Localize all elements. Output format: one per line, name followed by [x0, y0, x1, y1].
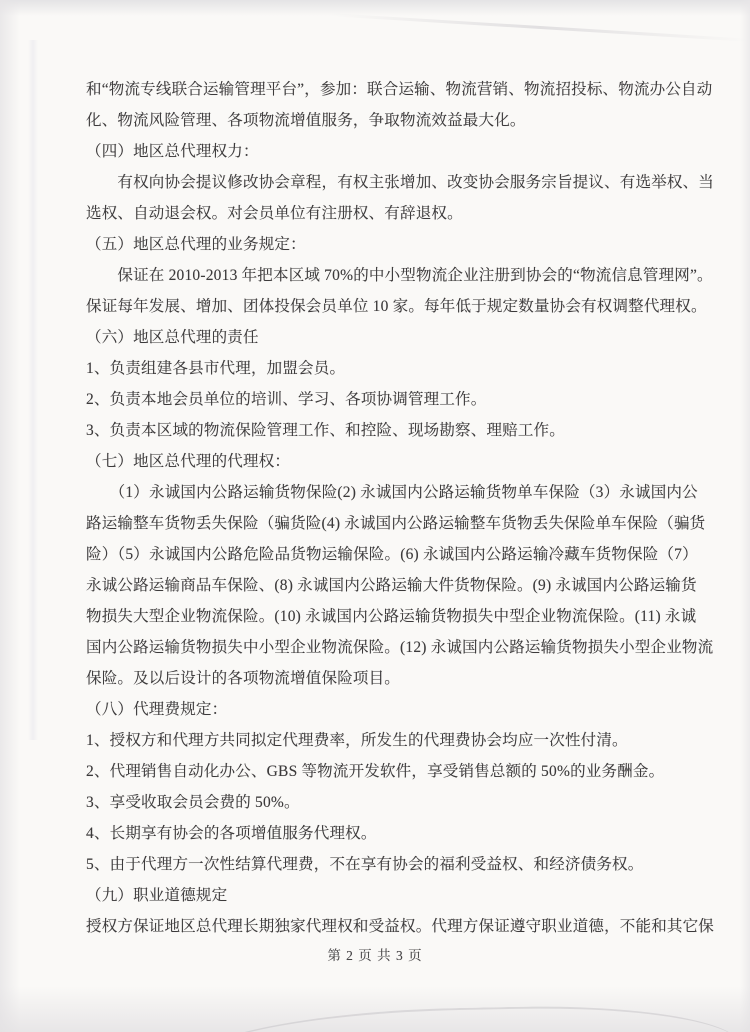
- text-line: 5、由于代理方一次性结算代理费，不在享有协会的福利受益权、和经济债务权。: [86, 856, 644, 873]
- text-line: 保险。及以后设计的各项物流增值保险项目。: [86, 670, 401, 687]
- scan-left-edge: [0, 0, 20, 1032]
- scan-right-edge: [740, 0, 750, 1032]
- text-line: 路运输整车货物丢失保险（骗货险(4) 永诚国内公路运输整车货物丢失保险单车保险（骗货: [86, 515, 706, 532]
- text-line: 2、负责本地会员单位的培训、学习、各项协调管理工作。: [86, 391, 487, 408]
- text-line: 物损失大型企业物流保险。(10) 永诚国内公路运输货物损失中型企业物流保险。(11) 永诚: [86, 608, 697, 625]
- text-line: （八）代理费规定：: [86, 701, 228, 718]
- text-line: 和“物流专线联合运输管理平台”，参加：联合运输、物流营销、物流招投标、物流办公自动: [86, 81, 713, 98]
- document-body: [86, 74, 734, 942]
- text-line: 化、物流风险管理、各项物流增值服务，争取物流效益最大化。: [86, 112, 526, 129]
- scan-paper-curl: [179, 1002, 740, 1032]
- scan-top-edge: [0, 0, 750, 16]
- text-line: （七）地区总代理的代理权：: [86, 453, 291, 470]
- text-line: 险）（5）永诚国内公路危险品货物运输保险。(6) 永诚国内公路运输冷藏车货物保险（7）: [86, 546, 698, 563]
- scan-crease: [330, 13, 749, 42]
- text-line: 1、负责组建各县市代理，加盟会员。: [86, 360, 346, 377]
- text-line: 有权向协会提议修改协会章程，有权主张增加、改变协会服务宗旨提议、有选举权、当: [86, 174, 715, 191]
- text-line: 授权方保证地区总代理长期独家代理权和受益权。代理方保证遵守职业道德，不能和其它保: [86, 918, 715, 935]
- text-line: 1、授权方和代理方共同拟定代理费率，所发生的代理费协会均应一次性付清。: [86, 732, 628, 749]
- text-line: 保证在 2010-2013 年把本区域 70%的中小型物流企业注册到协会的“物流信息管理网”。: [86, 267, 713, 284]
- text-line: 4、长期享有协会的各项增值服务代理权。: [86, 825, 377, 842]
- text-line: 3、负责本区域的物流保险管理工作、和控险、现场勘察、理赔工作。: [86, 422, 565, 439]
- text-line: 永诚公路运输商品车保险、(8) 永诚国内公路运输大件货物保险。(9) 永诚国内公路运输货: [86, 577, 697, 594]
- scan-bottom-shadow: [0, 986, 750, 1032]
- text-line: （九）职业道德规定: [86, 887, 228, 904]
- scan-left-streak: [28, 40, 38, 740]
- text-line: （四）地区总代理权力：: [86, 143, 259, 160]
- text-line: （五）地区总代理的业务规定：: [86, 236, 306, 253]
- text-line: 保证每年发展、增加、团体投保会员单位 10 家。每年低于规定数量协会有权调整代理权。: [86, 298, 707, 315]
- text-line: 选权、自动退会权。对会员单位有注册权、有辞退权。: [86, 205, 463, 222]
- text-line: 2、代理销售自动化办公、GBS 等物流开发软件，享受销售总额的 50%的业务酬金。: [86, 763, 665, 780]
- text-line: 国内公路运输货物损失中小型企业物流保险。(12) 永诚国内公路运输货物损失小型企业物流: [86, 639, 714, 656]
- text-line: （1）永诚国内公路运输货物保险(2) 永诚国内公路运输货物单车保险（3）永诚国内公: [86, 484, 698, 501]
- page-footer: 第 2 页 共 3 页: [327, 948, 423, 963]
- text-line: 3、享受收取会员会费的 50%。: [86, 794, 300, 811]
- text-line: （六）地区总代理的责任: [86, 329, 259, 346]
